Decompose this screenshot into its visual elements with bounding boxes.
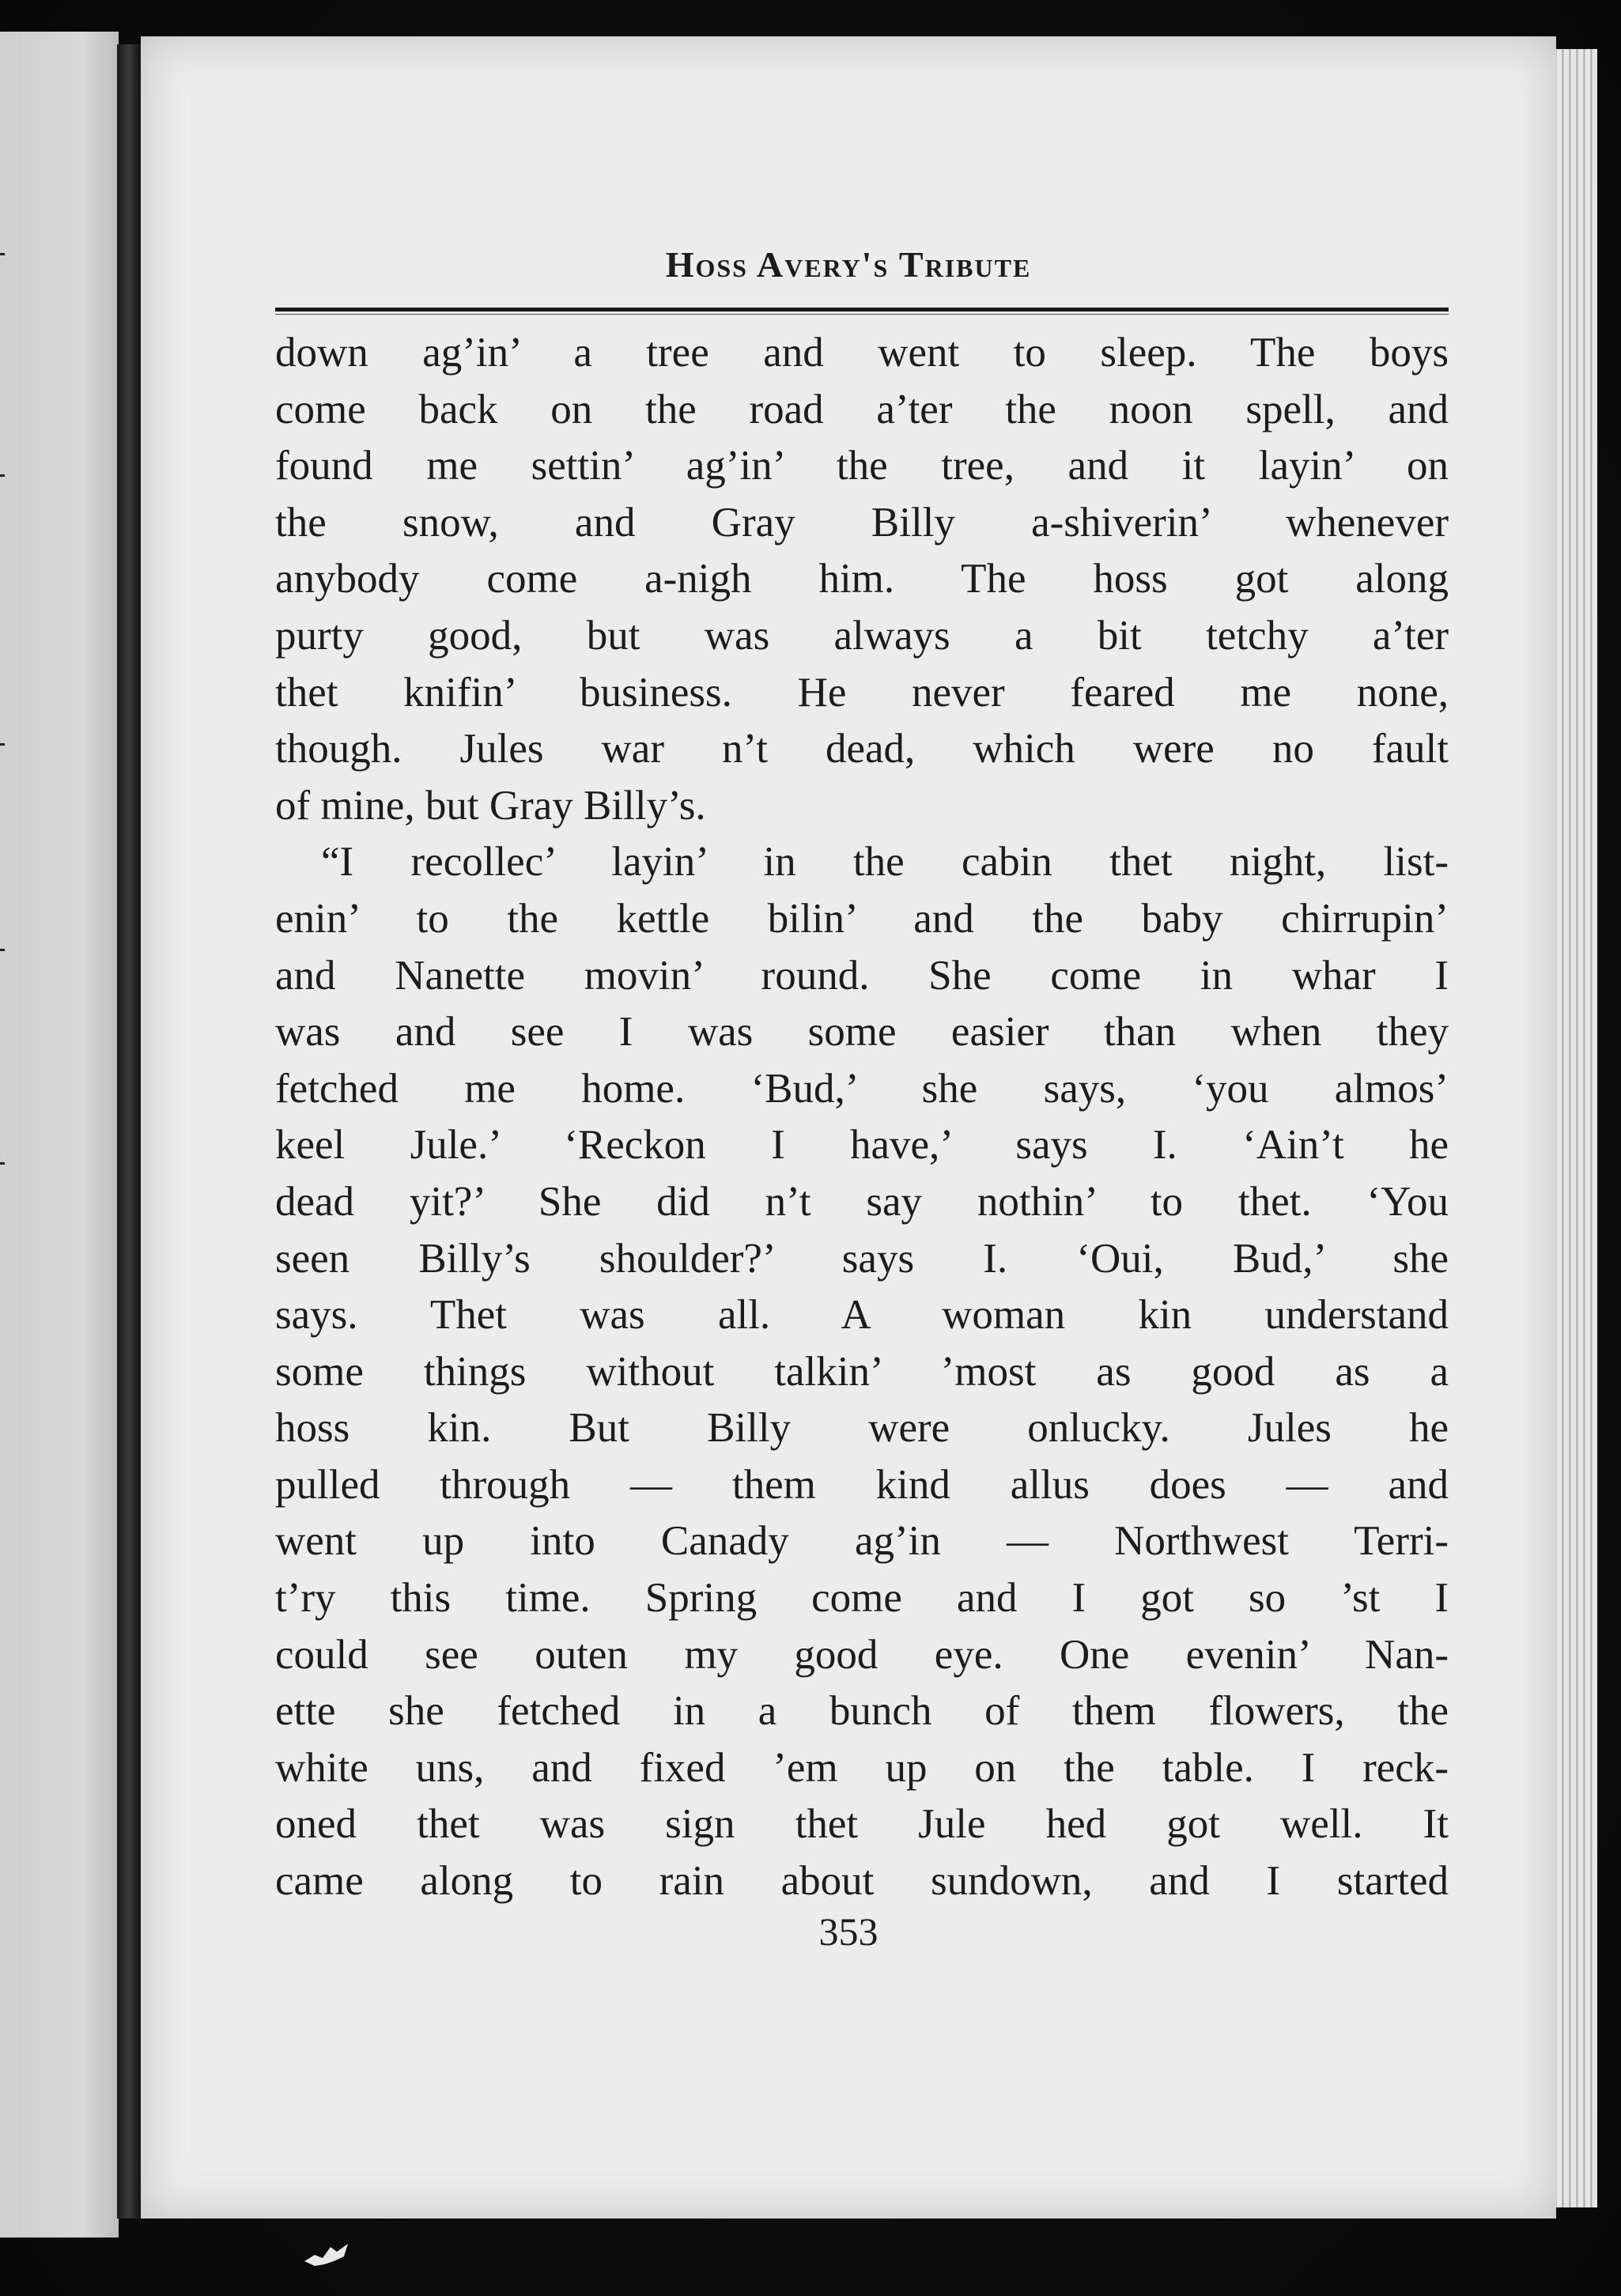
text-line: hoss kin. But Billy were onlucky. Jules he: [275, 1405, 1449, 1452]
text-line: enin’ to the kettle bilin’ and the baby chirrupin’: [275, 895, 1449, 942]
book-page: [141, 36, 1556, 2219]
text-line: oned thet was sign thet Jule hed got well. It: [275, 1801, 1449, 1848]
text-line: came along to rain about sundown, and I started: [275, 1858, 1449, 1905]
book-gutter: [117, 44, 141, 2219]
text-line: though. Jules war n’t dead, which were no fault: [275, 726, 1449, 772]
text-line: down ag’in’ a tree and went to sleep. The boys: [275, 330, 1449, 376]
text-line: of mine, but Gray Billy’s.: [275, 782, 706, 829]
text-line: t’ry this time. Spring come and I got so ’st I: [275, 1575, 1449, 1622]
text-line: was and see I was some easier than when they: [275, 1009, 1449, 1055]
text-line: seen Billy’s shoulder?’ says I. ‘Oui, Bud,’ she: [275, 1235, 1449, 1282]
text-line: keel Jule.’ ‘Reckon I have,’ says I. ‘Ain’t he: [275, 1122, 1449, 1169]
text-line: some things without talkin’ ’most as good as a: [275, 1348, 1449, 1395]
text-line: come back on the road a’ter the noon spell, and: [275, 386, 1449, 432]
text-line: ette she fetched in a bunch of them flowers, the: [275, 1688, 1449, 1735]
text-line: thet knifin’ business. He never feared me none,: [275, 669, 1449, 716]
margin-mark: [0, 474, 5, 477]
page-number: 353: [818, 1909, 879, 1954]
running-head: Hoss Avery's Tribute: [665, 244, 1032, 285]
facing-page-edge: [0, 32, 119, 2237]
body-text: [275, 325, 1449, 1910]
text-line: and Nanette movin’ round. She come in whar I: [275, 952, 1449, 999]
text-line: the snow, and Gray Billy a-shiverin’ whenever: [275, 499, 1449, 546]
text-line: could see outen my good eye. One evenin’ Nan-: [275, 1631, 1449, 1678]
text-line: fetched me home. ‘Bud,’ she says, ‘you almos’: [275, 1065, 1449, 1112]
text-line: purty good, but was always a bit tetchy a’ter: [275, 612, 1449, 659]
text-line: white uns, and fixed ’em up on the table. I reck-: [275, 1744, 1449, 1791]
text-line: “I recollec’ layin’ in the cabin thet night, list-: [321, 839, 1449, 886]
text-line: pulled through — them kind allus does — and: [275, 1461, 1449, 1508]
margin-mark: [0, 253, 5, 255]
text-line: dead yit?’ She did n’t say nothin’ to thet. ‘You: [275, 1178, 1449, 1225]
margin-mark: [0, 949, 5, 951]
text-line: anybody come a-nigh him. The hoss got along: [275, 556, 1449, 602]
margin-mark: [0, 1162, 5, 1165]
scan-artifact: [300, 2237, 356, 2269]
margin-mark: [0, 743, 5, 746]
text-line: says. Thet was all. A woman kin understand: [275, 1292, 1449, 1339]
text-line: went up into Canady ag’in — Northwest Terri-: [275, 1518, 1449, 1565]
text-line: found me settin’ ag’in’ the tree, and it layin’ on: [275, 443, 1449, 489]
header-rule: [275, 308, 1449, 312]
page-edges: [1550, 49, 1597, 2207]
